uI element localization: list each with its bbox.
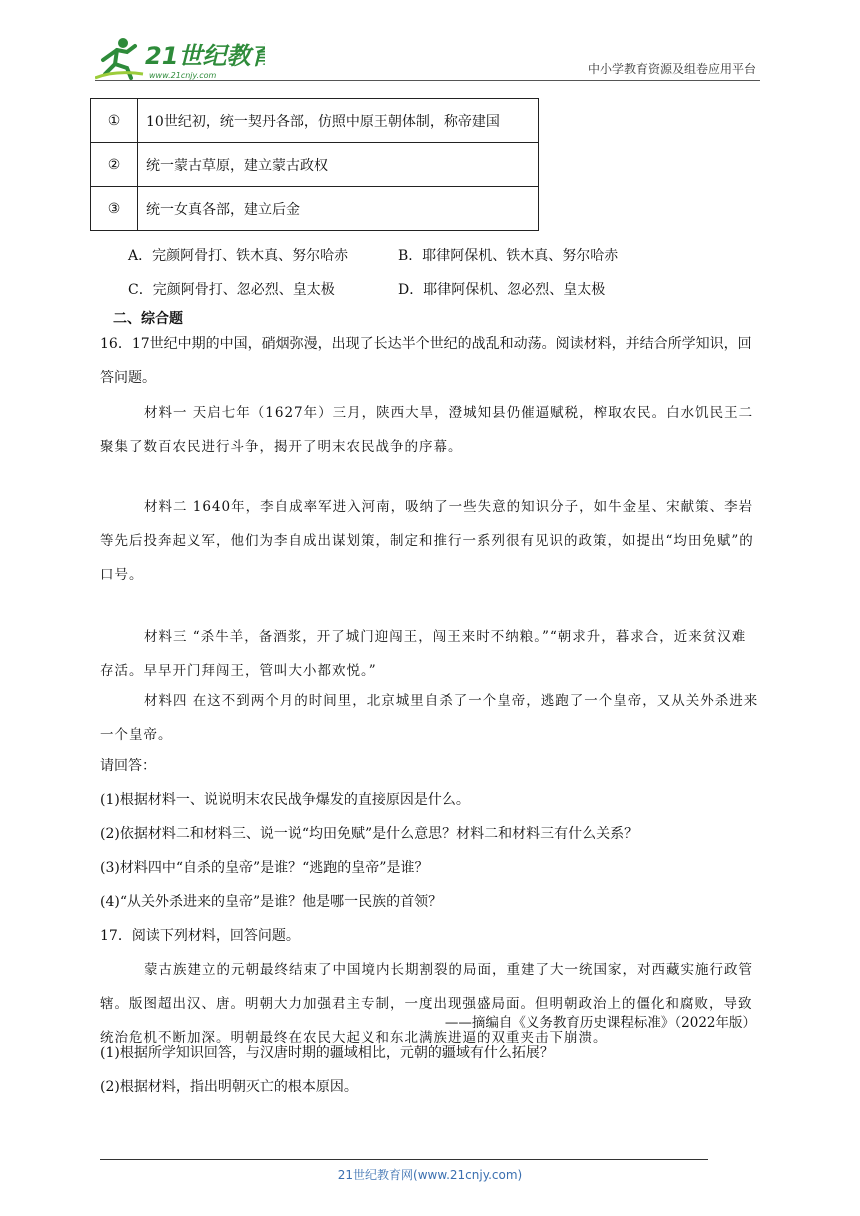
q17-sub-1: (1)根据所学知识回答，与汉唐时期的疆域相比，元朝的疆域有什么拓展？: [100, 1045, 554, 1061]
header-divider: [95, 80, 760, 81]
options-table: [90, 98, 539, 231]
q17-source: ——摘编自《义务教育历史课程标准》（2022年版）: [444, 1015, 756, 1031]
q16-sub-2: (2)依据材料二和材料三、说一说“均田免赋”是什么意思？材料二和材料三有什么关系？: [100, 826, 639, 842]
q16-material-4: 材料四 在这不到两个月的时间里，北京城里自杀了一个皇帝，逃跑了一个皇帝，又从关外杀进来一个皇帝。: [100, 693, 759, 743]
q17-sub-2: (2)根据材料，指出明朝灭亡的根本原因。: [100, 1079, 358, 1095]
choice-d: D．耶律阿保机、忽必烈、皇太极: [398, 282, 606, 298]
row-text: 统一蒙古草原，建立蒙古政权: [138, 143, 539, 187]
footer-divider: [100, 1159, 708, 1160]
table-row: [91, 143, 539, 187]
section-title: 二、综合题: [113, 311, 183, 327]
q16-ask: 请回答：: [100, 758, 156, 774]
choice-b: B．耶律阿保机、铁木真、努尔哈赤: [398, 248, 619, 264]
q16-stem: 16．17世纪中期的中国，硝烟弥漫，出现了长达半个世纪的战乱和动荡。阅读材料，并结合所学知识，回答问题。: [100, 336, 752, 386]
footer-text: 21世纪教育网(www.21cnjy.com): [337, 1168, 523, 1182]
q17-material: 蒙古族建立的元朝最终结束了中国境内长期割裂的局面，重建了大一统国家，对西藏实施行政管辖。版图超出汉、唐。明朝大力加强君主专制，一度出现强盛局面。但明朝政治上的僵化和腐败，导致统治危机不断加深。明朝最终在农民大起义和东北满族进逼的双重夹击下崩溃。: [100, 962, 753, 1046]
table-row: [91, 99, 539, 143]
choice-c: C．完颜阿骨打、忽必烈、皇太极: [128, 282, 335, 298]
choices-row-2: [128, 279, 605, 299]
choice-a: A．完颜阿骨打、铁木真、努尔哈赤: [128, 248, 349, 264]
row-text: 统一女真各部，建立后金: [138, 187, 539, 231]
row-text: 10世纪初，统一契丹各部，仿照中原王朝体制，称帝建国: [138, 99, 539, 143]
logo-url: www.21cnjy.com: [149, 71, 217, 80]
row-number: ②: [91, 143, 138, 187]
q16-material-1: 材料一 天启七年（1627年）三月，陕西大旱，澄城知县仍催逼赋税，榨取农民。白水饥民王二聚集了数百农民进行斗争，揭开了明末农民战争的序幕。: [100, 405, 754, 455]
logo-text: 21世纪教育: [145, 42, 265, 70]
row-number: ①: [91, 99, 138, 143]
q16-sub-1: (1)根据材料一、说说明末农民战争爆发的直接原因是什么。: [100, 792, 470, 808]
table-row: [91, 187, 539, 231]
q16-material-3: 材料三 “杀牛羊，备酒浆，开了城门迎闯王，闯王来时不纳粮。”“朝求升，暮求合，近来贫汉难存活。早早开门拜闯王，管叫大小都欢悦。”: [100, 629, 747, 679]
q17-stem: 17．阅读下列材料，回答问题。: [100, 928, 300, 944]
q16-sub-4: (4)“从关外杀进来的皇帝”是谁？他是哪一民族的首领？: [100, 894, 443, 910]
platform-name: 中小学教育资源及组卷应用平台: [587, 62, 756, 76]
row-number: ③: [91, 187, 138, 231]
q16-sub-3: (3)材料四中“自杀的皇帝”是谁？“逃跑的皇帝”是谁？: [100, 860, 429, 876]
runner-logo-icon: [95, 38, 143, 78]
q16-material-2: 材料二 1640年，李自成率军进入河南，吸纳了一些失意的知识分子，如牛金星、宋献策、李岩等先后投奔起义军，他们为李自成出谋划策，制定和推行一系列很有见识的政策，如提出“均田免赋”的口号。: [100, 499, 754, 583]
site-logo: [95, 34, 265, 84]
choices-row-1: [128, 245, 618, 265]
